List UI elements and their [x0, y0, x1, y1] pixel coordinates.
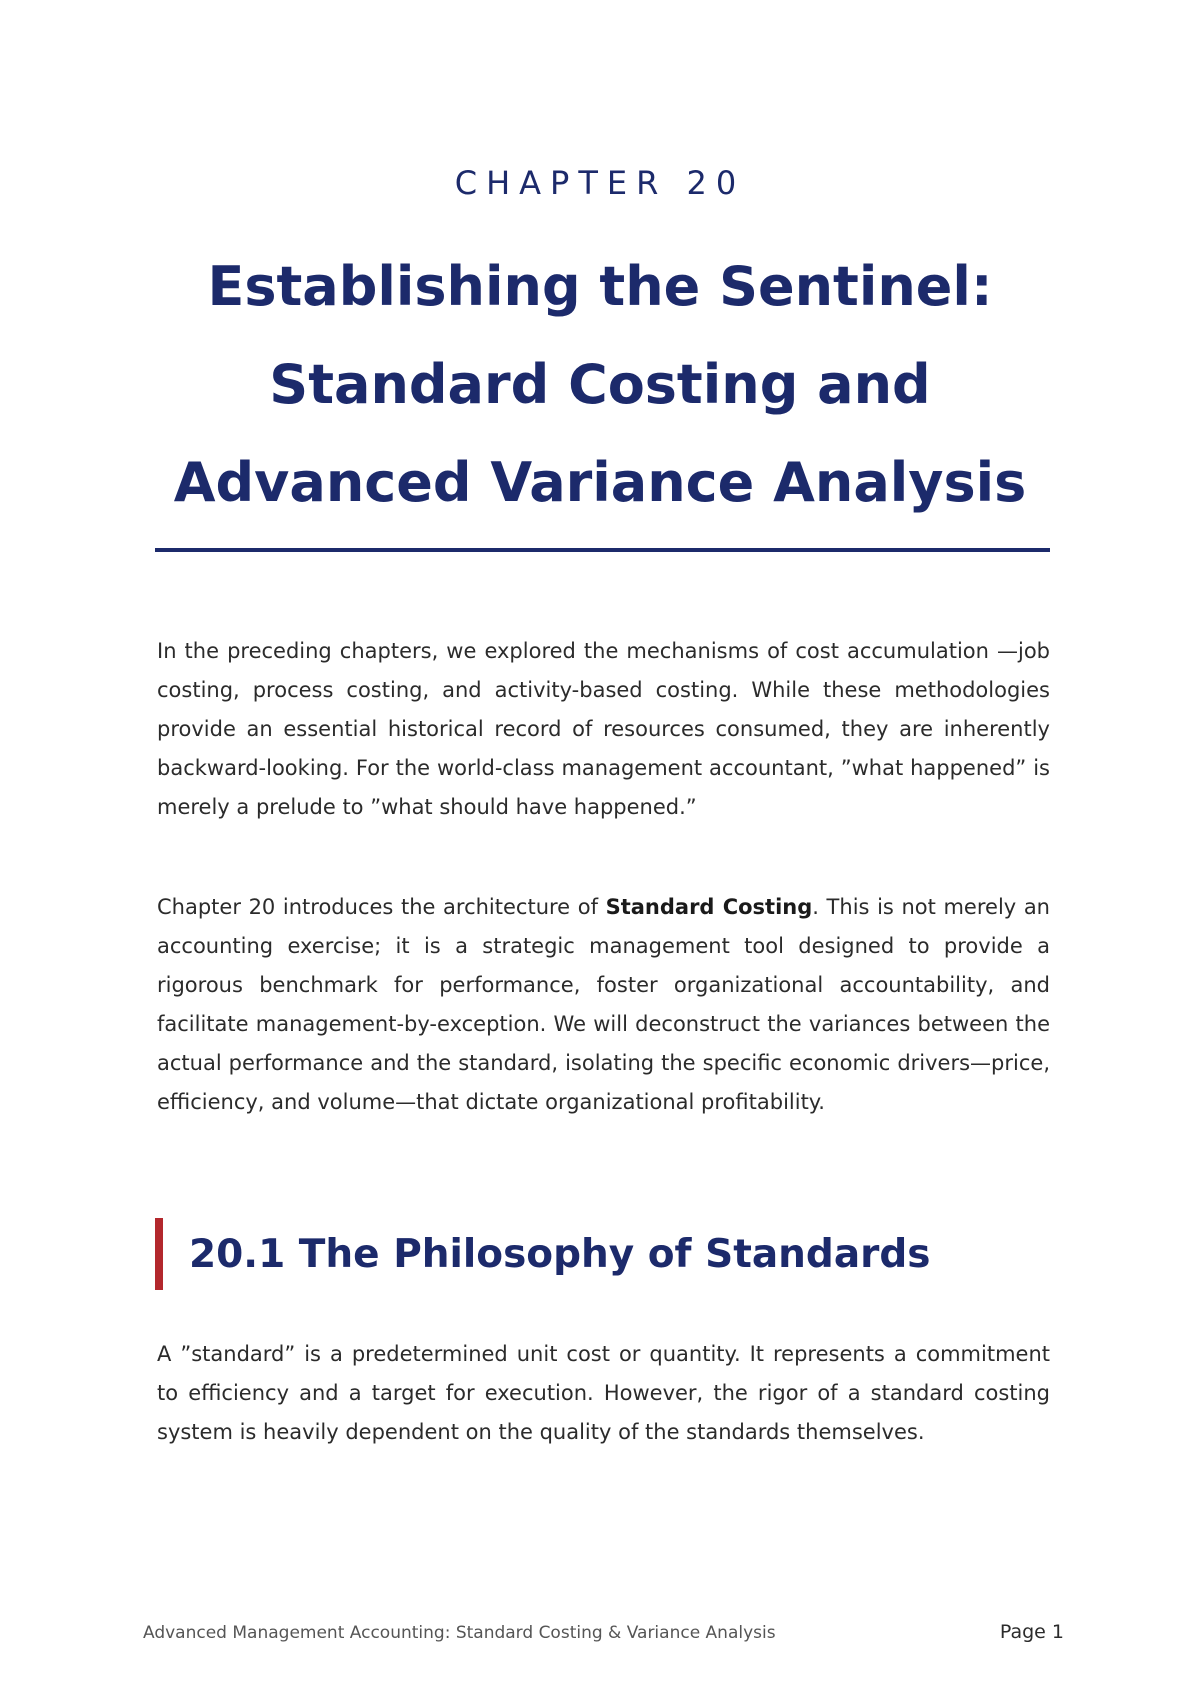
title-divider	[155, 548, 1050, 552]
intro-paragraph-2-text: Chapter 20 introduces the architecture of	[157, 895, 606, 919]
section-title: 20.1 The Philosophy of Standards	[189, 1231, 931, 1277]
chapter-title-line: Advanced Variance Analysis	[173, 451, 1027, 514]
intro-paragraph-1: In the preceding chapters, we explored the mechanisms of cost accumulation —job costing, process costing, and activity-based costing. While these methodologies provide an essential historical record of resources consumed, they are inherently backward-looking. For the world-class management accountant, ”what happened” is merely a prelude to ”what should have happened.”	[157, 639, 1050, 819]
chapter-label: CHAPTER 20	[454, 164, 746, 202]
section-paragraph: A ”standard” is a predetermined unit cost or quantity. It represents a commitment to efficiency and a target for execution. However, the rigor of a standard costing system is heavily dependent on the quality of the standards themselves.	[157, 1342, 1050, 1444]
section-heading	[155, 1218, 931, 1290]
page-number: Page 1	[999, 1621, 1064, 1643]
footer-running-title: Advanced Management Accounting: Standard Costing & Variance Analysis	[143, 1623, 776, 1643]
intro-paragraph-2-text: . This is not merely an accounting exercise; it is a strategic management tool designed to provide a rigorous benchmark for performance, foster organizational accountability, and facilitate management-by-exception. We will deconstruct the variances between the actual performance and the standard, isolating the specific economic drivers—price, efficiency, and volume—that dictate organizational profitability.	[157, 895, 1050, 1114]
standard-costing-term: Standard Costing	[605, 895, 813, 919]
chapter-title-line: Standard Costing and	[269, 353, 931, 416]
intro-paragraph-2	[157, 888, 1050, 1122]
section-accent-bar	[155, 1218, 163, 1290]
chapter-title-line: Establishing the Sentinel:	[207, 255, 993, 318]
chapter-title	[100, 238, 1100, 532]
